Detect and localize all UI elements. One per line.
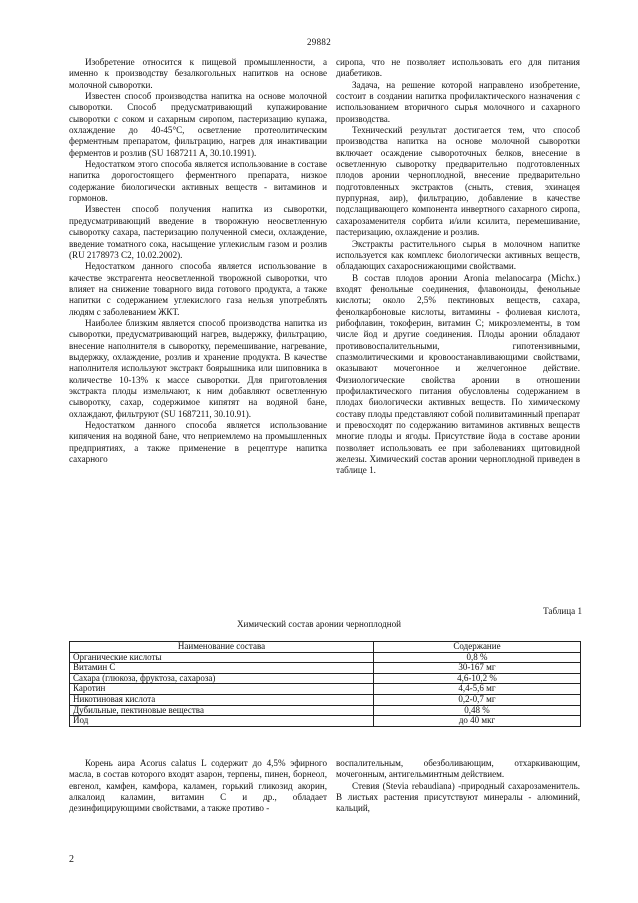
table-cell: Дубильные, пектиновые вещества [70,705,374,716]
paragraph: Известен способ производства напитка на основе молочной сыворотки. Способ предусматривающий купажирование сыворотки с соком и сахарным сиропом, пастеризацию купажа, охлаждение до 40-45°С, осветление протеолитическим ферментным препаратом, фильтрацию, нагрев для инактивации ферментов и розлив (SU 1687211 A, 30.10.1991). [69,91,327,158]
paragraph: сиропа, что не позволяет использовать его для питания диабетиков. [336,57,580,79]
table-row [70,694,581,705]
paragraph: Технический результат достигается тем, что способ производства напитка на основе молочной сыворотки включает осаждение сывороточных белков, внесение в осветленную сыворотку предварительно подготовленных плодов аронии черноплодной, внесение предварительно подготовленных экстрактов (сныть, стевия, эхинацея пурпурная, аир), фильтрацию, добавление в качестве подслащивающего компонента инвертного сахарного сиропа, сахарозаменителя сорбита и/или ксилита, перемешивание, пастеризацию, охлаждение и розлив. [336,125,580,238]
patent-number: 29882 [307,37,331,47]
paragraph: Недостатком данного способа является использование кипячения на водяной бане, что неприемлемо на промышленных предприятиях, а также применение в рецептуре напитка сахарного [69,420,327,465]
paragraph: Известен способ получения напитка из сыворотки, предусматривающий введение в творожную неосветленную сыворотку сахара, пастеризацию полученной смеси, охлаждение, введение томатного сока, насыщение углекислым газом и розлив (RU 2178973 С2, 10.02.2002). [69,204,327,260]
table-cell: Сахара (глюкоза, фруктоза, сахароза) [70,673,374,684]
left-text-column [69,57,327,465]
table-cell: 0,48 % [374,705,581,716]
paragraph: Экстракты растительного сырья в молочном напитке используется как комплекс биологически активных веществ, обладающих сахароснижающими свойствами. [336,238,580,272]
paragraph: Недостатком данного способа является использование в качестве экстрагента неосветленной творожной сыворотки, что влияет на снижение товарного вида готового продукта, а также напитки с содержанием углекислого газа нельзя употреблять людям с заболеванием ЖКТ. [69,261,327,317]
paragraph: Корень аира Acorus calatus L содержит до 4,5% эфирного масла, в состав которого входят азарон, терпены, пинен, борнеол, евгенол, камфен, камфора, каламен, горький гликозид акорин, алкалоид каламин, витамин С и др., обладает дезинфицирующими свойствами, а также противо - [69,758,327,814]
table-cell: до 40 мкг [374,716,581,727]
table-row [70,673,581,684]
table-cell: Йод [70,716,374,727]
paragraph: Задача, на решение которой направлено изобретение, состоит в создании напитка профилактического назначения с использованием вторичного сырья молочного и сахарного производства. [336,79,580,124]
table-label: Таблица 1 [543,606,582,616]
paragraph: воспалительным, обезболивающим, отхаркивающим, мочегонным, антигельминтным действием. [336,758,580,780]
paragraph: Наиболее близким является способ производства напитка из сыворотки, предусматривающий нагрев, выдержку, фильтрацию, внесение наполнителя в сыворотку, перемешивание, нагревание, выдержку, охлаждение, розлив и хранение продукта. В качестве наполнителя используют экстракт боярышника или шиповника в количестве 10-13% к массе сыворотки. Для приготовления экстракта плоды измельчают, к ним добавляют осветленную сыворотку, сахар, содержимое кипятят на водяной бане, охлаждают, фильтруют (SU 1687211, 30.10.91). [69,317,327,419]
table-row [70,684,581,695]
table-title: Химический состав аронии черноплодной [236,619,402,629]
table-cell: 30-167 мг [374,663,581,674]
table-cell: Никотиновая кислота [70,694,374,705]
paragraph: В состав плодов аронии Aronia melanocarpa (Michx.) входят фенольные соединения, флавоноиды, фенольные кислоты; около 2,5% пектиновых веществ, сахара, фенолкарбоновые кислоты, витамины - фолиевая кислота, рибофлавин, токоферин, витамин С; микроэлементы, в том числе йод и другие соединения. Плоды аронии обладают противовоспалительными, гипотензивными, спазмолитическими и кровоостанавливающими свойствами, оказывают мочегонное и желчегонное действие. Физиологические свойства аронии в отношении профилактического питания обусловлены содержанием в плодах биологически активных веществ. По химическому составу плоды представляют собой поливитаминный препарат и превосходят по содержанию витаминов активных веществ многие плоды и ягоды. Присутствие йода в составе аронии позволяет использовать ее при заболеваниях щитовидной железы. Химический состав аронии черноплодной приведен в таблице 1. [336,272,580,476]
table-cell: 4,4-5,6 мг [374,684,581,695]
table-header-cell: Наименование состава [70,642,374,653]
table-cell: 0,8 % [374,652,581,663]
table-cell: 0,2-0,7 мг [374,694,581,705]
table-cell: Каротин [70,684,374,695]
composition-table [69,641,581,727]
paragraph: Недостатком этого способа является использование в составе напитка дорогостоящего ферментного препарата, низкое содержание биологически активных веществ - витаминов и гормонов. [69,159,327,204]
table-header-cell: Содержание [374,642,581,653]
table-row [70,663,581,674]
table-cell: Витамин С [70,663,374,674]
table-cell: Органические кислоты [70,652,374,663]
right-text-column [336,57,580,477]
table-row [70,705,581,716]
bottom-left-column [69,758,327,815]
bottom-right-column [336,758,580,815]
page-number: 2 [69,854,74,865]
paragraph: Изобретение относится к пищевой промышленности, а именно к производству безалкогольных напитков на основе молочной сыворотки. [69,57,327,90]
paragraph: Стевия (Stevia rebaudiana) -природный сахарозаменитель. В листьях растения присутствуют минералы - алюминий, кальций, [336,780,580,814]
table-header-row [70,642,581,653]
table-row [70,716,581,727]
table-cell: 4,6-10,2 % [374,673,581,684]
table-row [70,652,581,663]
